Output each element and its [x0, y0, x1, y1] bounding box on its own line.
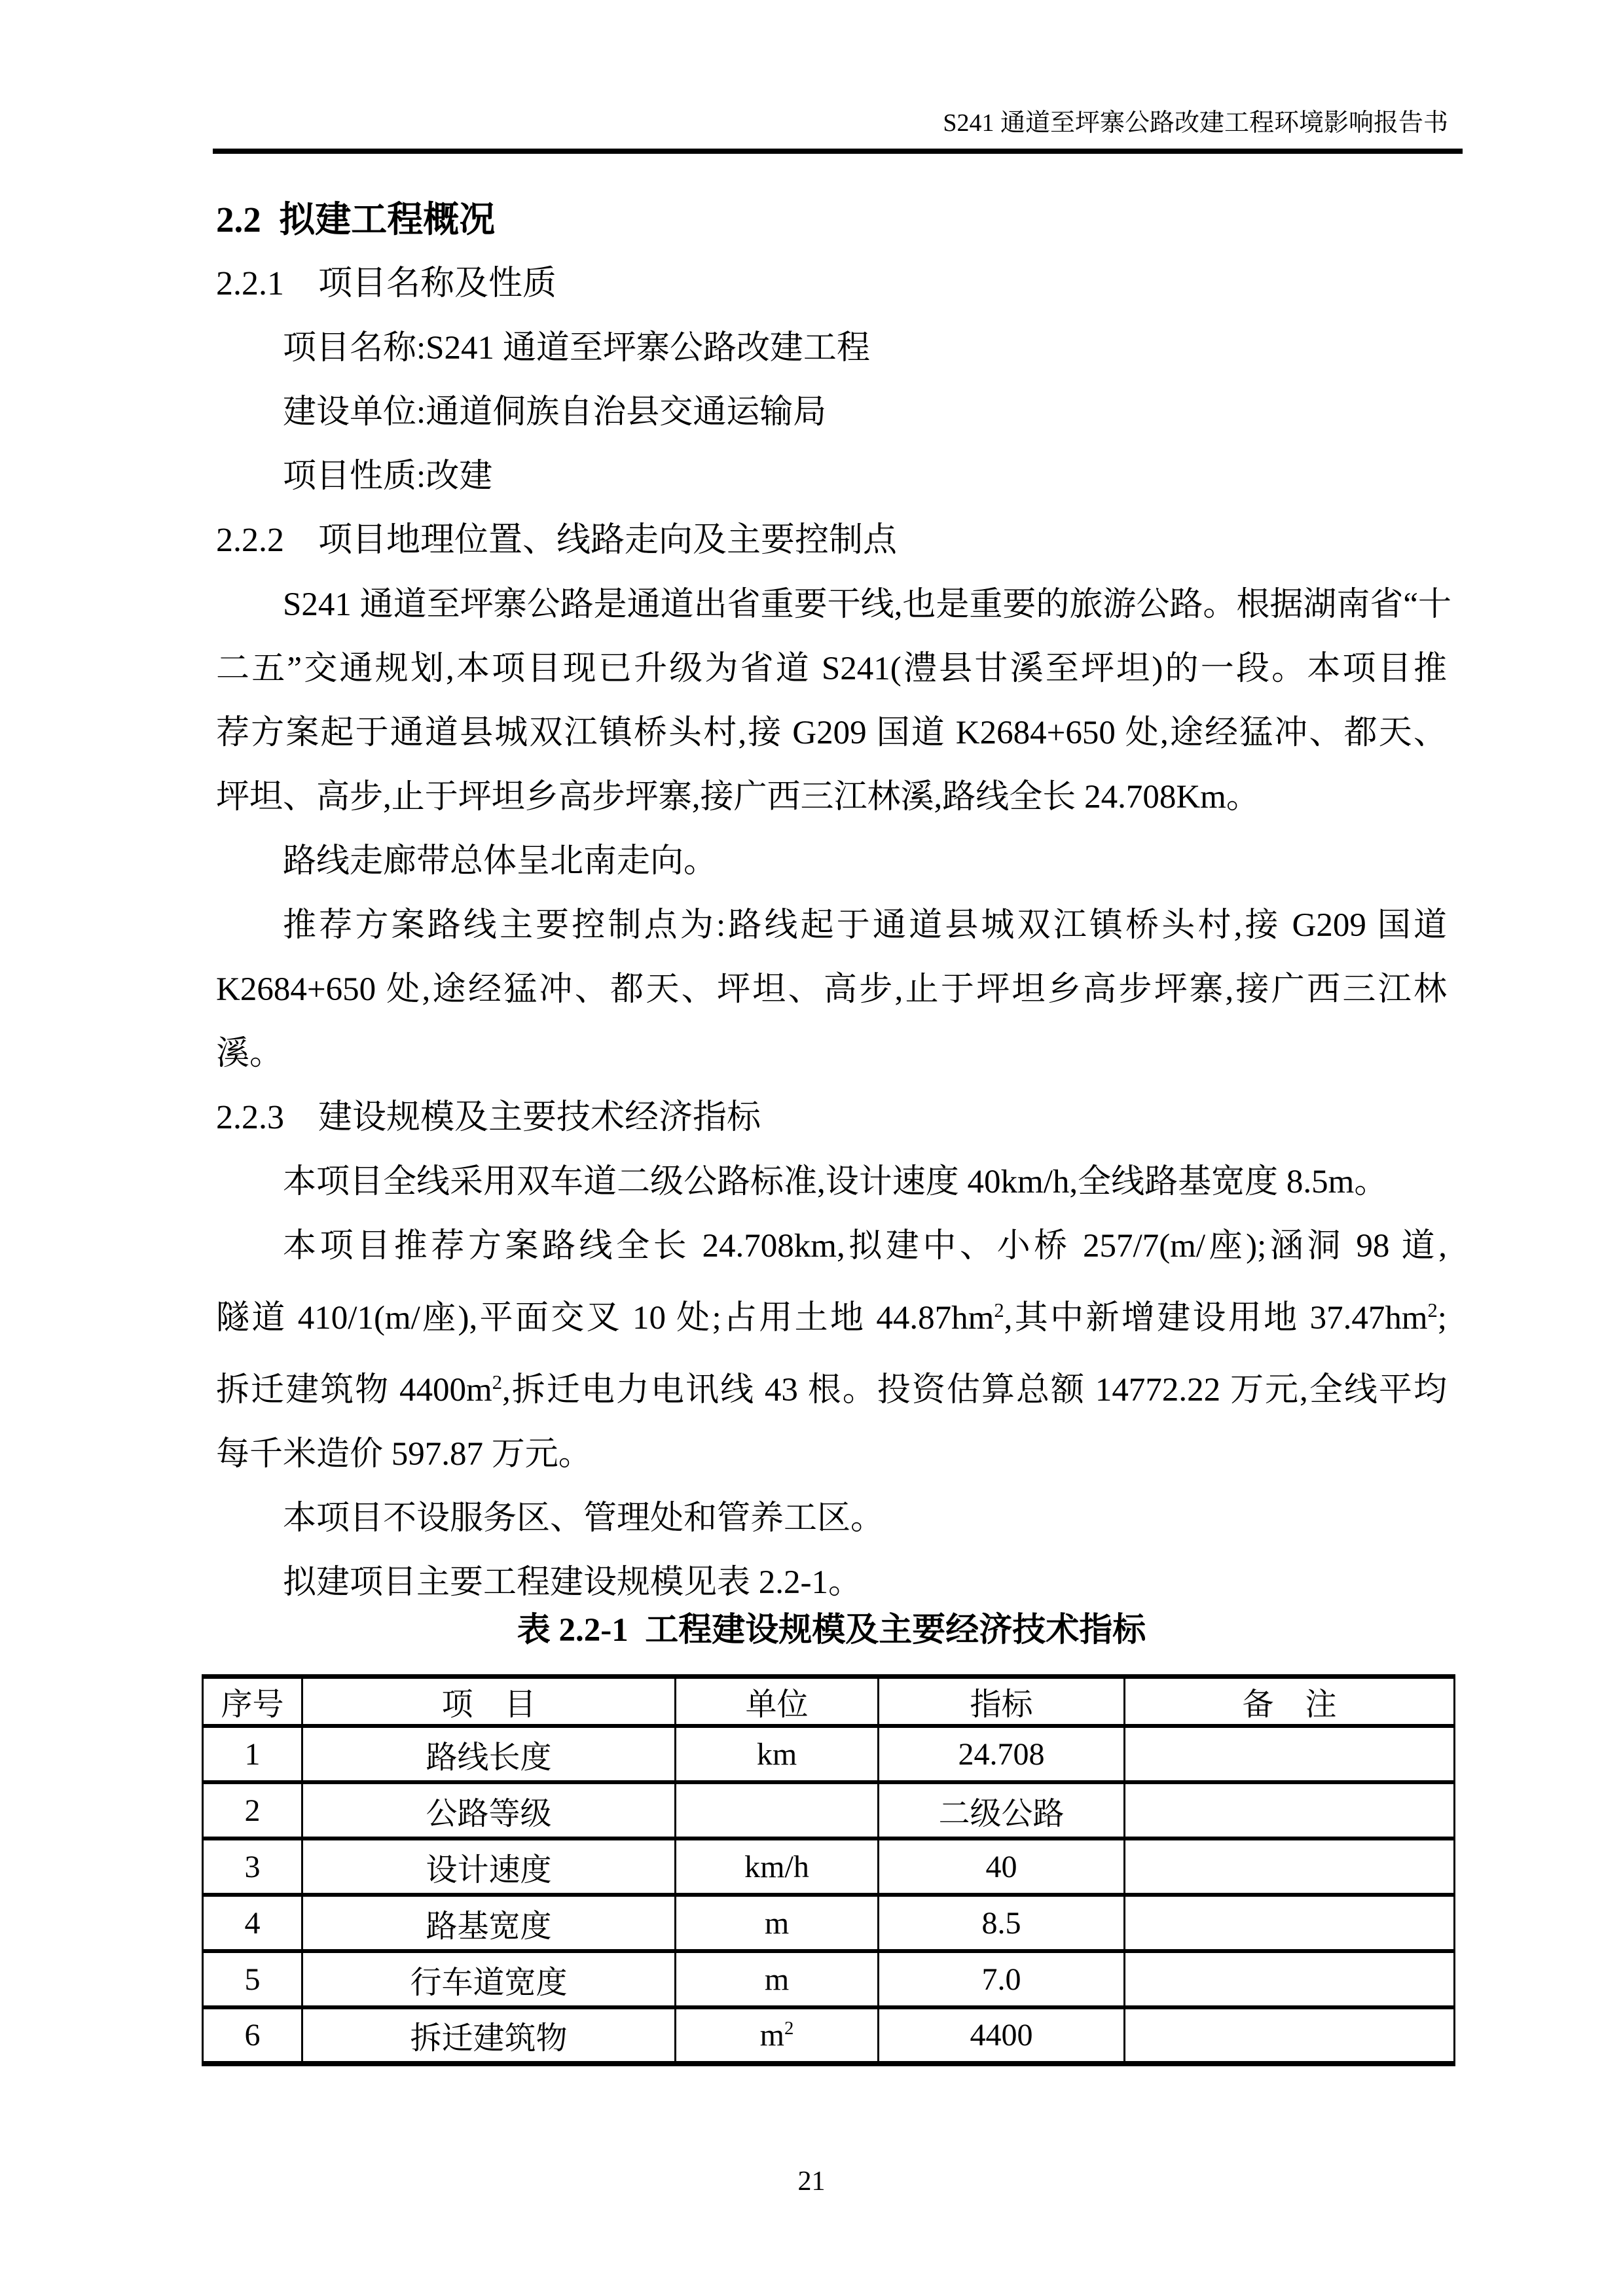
paragraph-line: 本项目推荐方案路线全长 24.708km,拟建中、小桥 257/7(m/座);涵洞 98 道, [283, 1228, 1447, 1265]
table-row [203, 1951, 1455, 2007]
table-header-cell: 单位 [676, 1677, 879, 1727]
table-cell: m [676, 1951, 879, 2007]
table-cell [1125, 1726, 1455, 1782]
table-cell: km [676, 1726, 879, 1782]
document-body [216, 187, 1452, 1615]
table-cell [676, 1782, 879, 1839]
paragraph-line: 溪。 [216, 1035, 283, 1072]
table-cell [1125, 1951, 1455, 2007]
table-cell: 40 [879, 1839, 1125, 1895]
table-cell: 拆迁建筑物 [302, 2007, 676, 2064]
table-cell: 8.5 [879, 1895, 1125, 1951]
table-cell: 2 [203, 1782, 302, 1839]
superscript: 2 [994, 1299, 1004, 1321]
paragraph-line: 二五”交通规划,本项目现已升级为省道 S241(澧县甘溪至坪坦)的一段。本项目推 [216, 651, 1447, 687]
paragraph-line: K2684+650 处,途经猛冲、都天、坪坦、高步,止于坪坦乡高步坪寨,接广西三江林 [216, 971, 1447, 1008]
table-cell: 4 [203, 1895, 302, 1951]
table-row [203, 1726, 1455, 1782]
section-heading: 2.2 拟建工程概况 [216, 199, 496, 240]
table-cell [1125, 1782, 1455, 1839]
table-cell: 1 [203, 1726, 302, 1782]
table-cell: 6 [203, 2007, 302, 2064]
paragraph-line: 项目性质:改建 [283, 458, 493, 495]
paragraph-line: 建设单位:通道侗族自治县交通运输局 [283, 394, 827, 431]
table-cell: $m^2$ [676, 2007, 879, 2064]
table-cell: 24.708 [879, 1726, 1125, 1782]
paragraph-line: S241 通道至坪寨公路是通道出省重要干线,也是重要的旅游公路。根据湖南省“十 [283, 586, 1452, 623]
superscript: 2 [492, 1371, 502, 1393]
table-cell: 3 [203, 1839, 302, 1895]
spec-table [202, 1674, 1455, 2066]
table-cell: 5 [203, 1951, 302, 2007]
table-row [203, 1782, 1455, 1839]
paragraph-line: 本项目全线采用双车道二级公路标准,设计速度 40km/h,全线路基宽度 8.5m。 [283, 1164, 1388, 1200]
paragraph-line: 本项目不设服务区、管理处和管养工区。 [283, 1500, 884, 1537]
table-row [203, 1839, 1455, 1895]
subsection-heading: 2.2.2 项目地理位置、线路走向及主要控制点 [216, 522, 898, 559]
subsection-heading: 2.2.3 建设规模及主要技术经济指标 [216, 1099, 761, 1136]
paragraph-line: 项目名称:S241 通道至坪寨公路改建工程 [283, 330, 870, 367]
table-cell: m [676, 1895, 879, 1951]
paragraph-line: 隧道 410/1(m/座),平面交叉 10 处;占用土地 $44.87hm^2$,其中新增建设用地 $37.47hm^2$; [216, 1299, 1447, 1336]
page-header-title: S241 通道至坪寨公路改建工程环境影响报告书 [943, 109, 1448, 137]
table-header-cell: 序号 [203, 1677, 302, 1727]
spec-table-body [203, 1726, 1455, 2064]
table-header-row [203, 1677, 1455, 1727]
superscript: 2 [1427, 1299, 1438, 1321]
paragraph-line: 拆迁建筑物 $4400m^2$,拆迁电力电讯线 43 根。投资估算总额 14772.22 万元,全线平均 [216, 1371, 1447, 1408]
table-row [203, 2007, 1455, 2064]
table-cell: 行车道宽度 [302, 1951, 676, 2007]
table-cell: 7.0 [879, 1951, 1125, 2007]
table-row [203, 1895, 1455, 1951]
table-cell: 4400 [879, 2007, 1125, 2064]
table-header-cell: 备 注 [1125, 1677, 1455, 1727]
paragraph-line: 推荐方案路线主要控制点为:路线起于通道县城双江镇桥头村,接 G209 国道 [283, 907, 1447, 944]
paragraph-line: 坪坦、高步,止于坪坦乡高步坪寨,接广西三江林溪,路线全长 24.708Km。 [216, 779, 1260, 816]
table-title: 表 2.2-1 工程建设规模及主要经济技术指标 [517, 1611, 1146, 1649]
paragraph-line: 拟建项目主要工程建设规模见表 2.2-1。 [283, 1564, 862, 1601]
superscript: 2 [784, 2018, 794, 2039]
table-cell: 路基宽度 [302, 1895, 676, 1951]
header-rule [213, 149, 1463, 154]
table-cell: km/h [676, 1839, 879, 1895]
table-cell [1125, 2007, 1455, 2064]
page-number: 21 [797, 2166, 826, 2197]
table-cell: 设计速度 [302, 1839, 676, 1895]
spec-table-header [203, 1677, 1455, 1727]
paragraph-line: 每千米造价 597.87 万元。 [216, 1436, 592, 1473]
table-cell: 路线长度 [302, 1726, 676, 1782]
table-cell [1125, 1895, 1455, 1951]
table-cell: 公路等级 [302, 1782, 676, 1839]
paragraph-line: 路线走廊带总体呈北南走向。 [283, 843, 718, 880]
table-header-cell: 项 目 [302, 1677, 676, 1727]
table-header-cell: 指标 [879, 1677, 1125, 1727]
subsection-heading: 2.2.1 项目名称及性质 [216, 265, 557, 302]
paragraph-line: 荐方案起于通道县城双江镇桥头村,接 G209 国道 K2684+650 处,途经猛冲、都天、 [216, 715, 1447, 751]
table-cell [1125, 1839, 1455, 1895]
table-cell: 二级公路 [879, 1782, 1125, 1839]
